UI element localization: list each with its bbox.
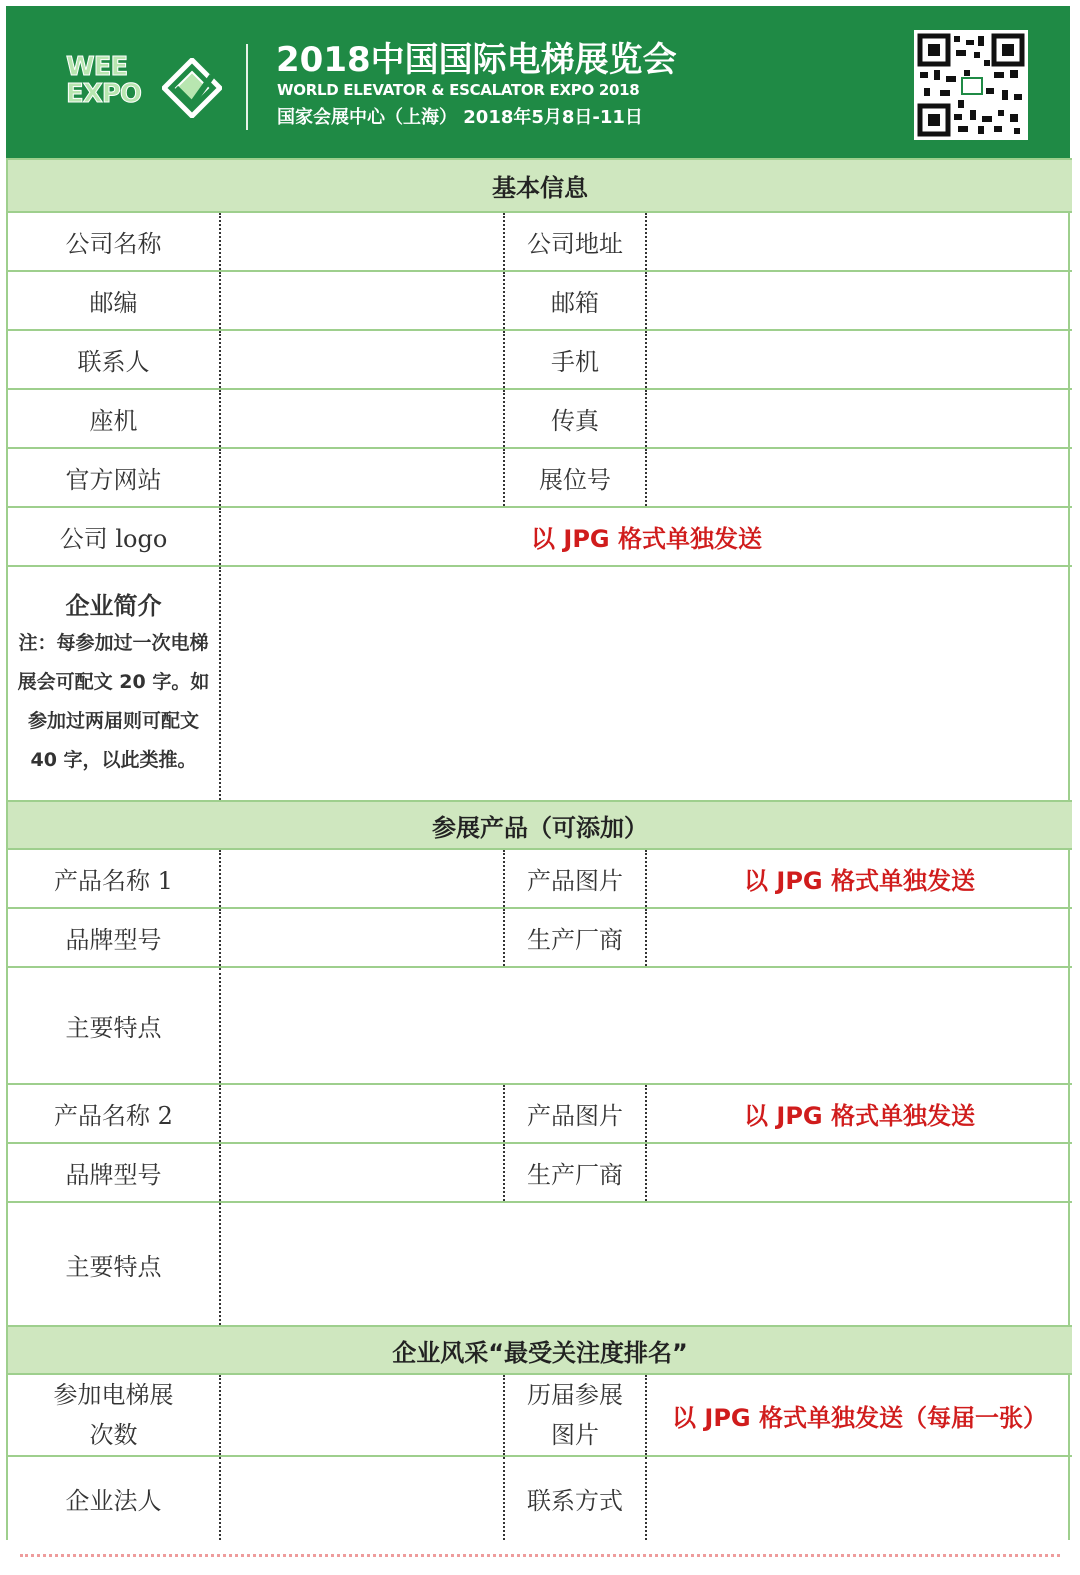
row-postcode bbox=[8, 271, 1072, 330]
label-company-logo: 公司 logo bbox=[8, 507, 220, 566]
row-product-2-name bbox=[8, 1084, 1072, 1143]
label-past-photos bbox=[504, 1374, 646, 1456]
row-product-2-features bbox=[8, 1202, 1072, 1326]
label-booth-number: 展位号 bbox=[504, 448, 646, 507]
qr-code-icon bbox=[914, 30, 1028, 140]
logo-mark-icon bbox=[162, 58, 222, 118]
product-2-image-note: 以 JPG 格式单独发送 bbox=[646, 1084, 1072, 1143]
field-legal-person[interactable] bbox=[220, 1456, 504, 1540]
label-product-2-maker: 生产厂商 bbox=[504, 1143, 646, 1202]
row-phone bbox=[8, 389, 1072, 448]
header-banner bbox=[6, 6, 1070, 158]
form-table bbox=[8, 158, 1072, 1540]
cut-off-footnote bbox=[20, 1554, 1060, 1560]
label-contact-person: 联系人 bbox=[8, 330, 220, 389]
field-mobile[interactable] bbox=[646, 330, 1072, 389]
field-website[interactable] bbox=[220, 448, 504, 507]
row-product-1-features bbox=[8, 967, 1072, 1084]
label-product-2-features: 主要特点 bbox=[8, 1202, 220, 1326]
label-product-1-features: 主要特点 bbox=[8, 967, 220, 1084]
label-product-1-maker: 生产厂商 bbox=[504, 908, 646, 967]
label-legal-person: 企业法人 bbox=[8, 1456, 220, 1540]
label-company-name: 公司名称 bbox=[8, 212, 220, 271]
field-expo-times[interactable] bbox=[220, 1374, 504, 1456]
label-product-2-name: 产品名称 2 bbox=[8, 1084, 220, 1143]
section-products: 参展产品（可添加） bbox=[8, 801, 1072, 849]
registration-form bbox=[6, 158, 1070, 1540]
past-photos-note: 以 JPG 格式单独发送（每届一张） bbox=[646, 1374, 1072, 1456]
label-fax: 传真 bbox=[504, 389, 646, 448]
label-product-2-brand: 品牌型号 bbox=[8, 1143, 220, 1202]
field-contact-person[interactable] bbox=[220, 330, 504, 389]
label-contact-method: 联系方式 bbox=[504, 1456, 646, 1540]
label-past-photos-line-1: 历届参展 bbox=[527, 1381, 623, 1409]
row-company-name bbox=[8, 212, 1072, 271]
qr-code-graphic bbox=[914, 30, 1028, 140]
label-mobile: 手机 bbox=[504, 330, 646, 389]
intro-title: 企业简介 bbox=[65, 591, 162, 620]
field-product-1-features[interactable] bbox=[220, 967, 1072, 1084]
row-company-intro bbox=[8, 566, 1072, 801]
row-contact bbox=[8, 330, 1072, 389]
field-product-1-maker[interactable] bbox=[646, 908, 1072, 967]
label-product-1-name: 产品名称 1 bbox=[8, 849, 220, 908]
header-divider bbox=[246, 44, 248, 130]
label-expo-times bbox=[8, 1374, 220, 1456]
label-product-1-image: 产品图片 bbox=[504, 849, 646, 908]
field-fax[interactable] bbox=[646, 389, 1072, 448]
intro-note: 注：每参加过一次电梯展会可配文 20 字。如参加过两届则可配文 40 字，以此类推。 bbox=[17, 631, 210, 771]
label-product-1-brand: 品牌型号 bbox=[8, 908, 220, 967]
field-product-2-name[interactable] bbox=[220, 1084, 504, 1143]
row-website bbox=[8, 448, 1072, 507]
row-expo-times bbox=[8, 1374, 1072, 1456]
expo-title-cn: 2018中国国际电梯展览会 bbox=[276, 40, 677, 80]
logo-line-2: EXPO bbox=[66, 79, 141, 109]
field-product-1-brand[interactable] bbox=[220, 908, 504, 967]
field-product-1-name[interactable] bbox=[220, 849, 504, 908]
label-postcode: 邮编 bbox=[8, 271, 220, 330]
logo-line-1: WEE bbox=[66, 52, 128, 82]
label-website: 官方网站 bbox=[8, 448, 220, 507]
row-product-1-brand bbox=[8, 908, 1072, 967]
row-logo bbox=[8, 507, 1072, 566]
field-company-name[interactable] bbox=[220, 212, 504, 271]
label-company-address: 公司地址 bbox=[504, 212, 646, 271]
field-booth-number[interactable] bbox=[646, 448, 1072, 507]
field-postcode[interactable] bbox=[220, 271, 504, 330]
product-1-image-note: 以 JPG 格式单独发送 bbox=[646, 849, 1072, 908]
field-product-2-maker[interactable] bbox=[646, 1143, 1072, 1202]
label-email: 邮箱 bbox=[504, 271, 646, 330]
section-ranking: 企业风采“最受关注度排名” bbox=[8, 1326, 1072, 1374]
expo-title-en: WORLD ELEVATOR & ESCALATOR EXPO 2018 bbox=[277, 81, 640, 99]
label-past-photos-line-2: 图片 bbox=[551, 1421, 599, 1449]
field-company-intro[interactable] bbox=[220, 566, 1072, 801]
label-product-2-image: 产品图片 bbox=[504, 1084, 646, 1143]
field-company-address[interactable] bbox=[646, 212, 1072, 271]
row-product-1-name bbox=[8, 849, 1072, 908]
field-contact-method[interactable] bbox=[646, 1456, 1072, 1540]
label-expo-times-line-2: 次数 bbox=[89, 1421, 138, 1449]
row-product-2-brand bbox=[8, 1143, 1072, 1202]
label-expo-times-line-1: 参加电梯展 bbox=[53, 1381, 174, 1409]
field-email[interactable] bbox=[646, 271, 1072, 330]
expo-venue-dates: 国家会展中心（上海） 2018年5月8日-11日 bbox=[277, 107, 643, 128]
section-basic-info: 基本信息 bbox=[8, 159, 1072, 212]
wee-expo-logo bbox=[66, 54, 226, 126]
label-landline: 座机 bbox=[8, 389, 220, 448]
row-legal-person bbox=[8, 1456, 1072, 1540]
field-product-2-features[interactable] bbox=[220, 1202, 1072, 1326]
field-landline[interactable] bbox=[220, 389, 504, 448]
field-product-2-brand[interactable] bbox=[220, 1143, 504, 1202]
label-company-intro bbox=[8, 566, 220, 801]
logo-send-note: 以 JPG 格式单独发送 bbox=[220, 507, 1072, 566]
